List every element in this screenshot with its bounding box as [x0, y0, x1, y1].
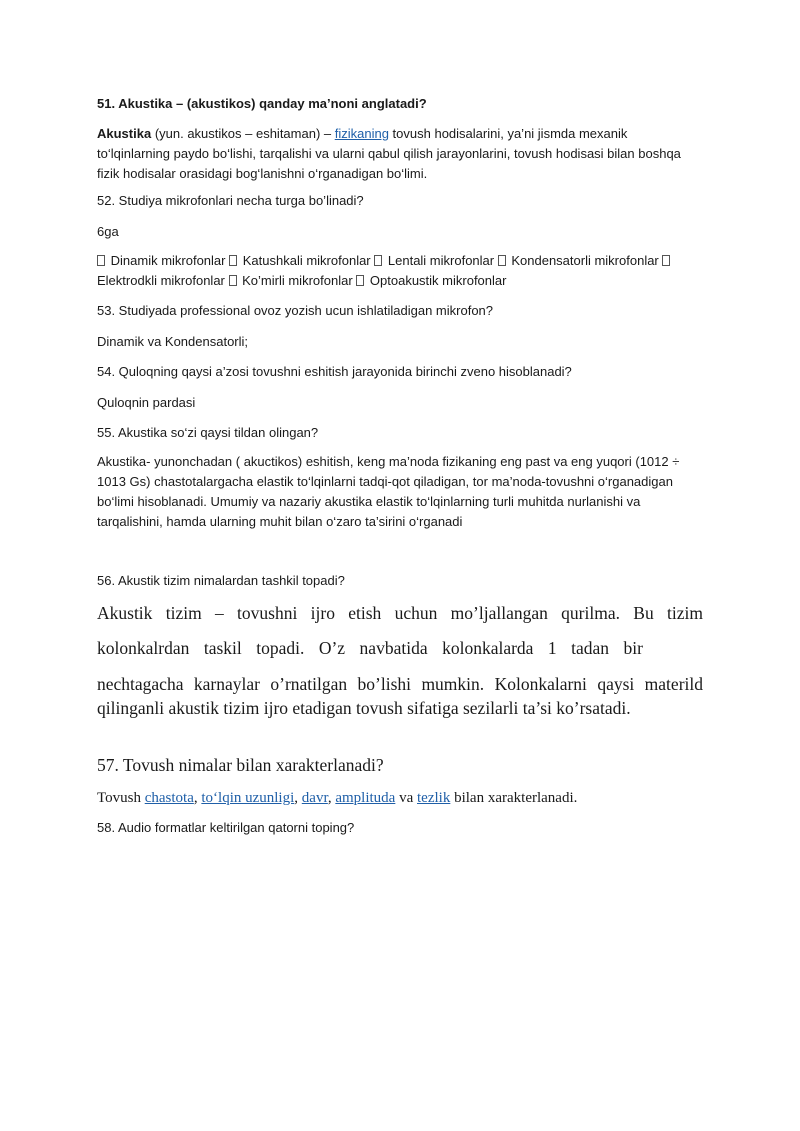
question-53: 53. Studiyada professional ovoz yozish ucun ishlatiladigan mikrofon? [97, 303, 494, 318]
bullet-icon [356, 275, 364, 286]
list-item: Elektrodkli mikrofonlar [97, 273, 225, 288]
bullet-icon [97, 255, 105, 266]
answer-56-line-1: Akustik tizim – tovushni ijro etish uchun mo’ljallangan qurilma. Bu tizim [97, 603, 703, 623]
answer-57-pre: Tovush [97, 790, 145, 806]
list-item: Ko’mirli mikrofonlar [242, 273, 353, 288]
question-51: 51. Akustika – (akustikos) qanday ma’noni anglatadi? [97, 96, 427, 111]
link-tezlik[interactable]: tezlik [417, 790, 451, 806]
answer-53: Dinamik va Kondensatorli; [97, 334, 249, 349]
separator: va [395, 790, 418, 806]
separator: , [294, 790, 302, 806]
question-58: 58. Audio formatlar keltirilgan qatorni toping? [97, 820, 355, 835]
term-akustika: Akustika [97, 126, 152, 141]
bullet-icon [498, 255, 506, 266]
question-57: 57. Tovush nimalar bilan xarakterlanadi? [97, 755, 384, 775]
bullet-icon [229, 275, 237, 286]
answer-54: Quloqnin pardasi [97, 395, 196, 410]
bullet-icon [229, 255, 237, 266]
separator: , [327, 790, 336, 806]
answer-55: Akustika- yunonchadan ( akuctikos) eshitish, keng ma’noda fizikaning eng past va eng yuqori (1012 ÷ 1013 Gs) chastotalargacha elastik to‘lqinlarni tadqi-qot qiladigan, tor ma’noda-tovushni o‘rganadigan bo‘limi hisoblanadi. Umumiy va nazariy akustika elastik to‘lqinlarning turli muhitda nurlanishi va tarqalishini, hamda ularning muhit bilan o‘zaro ta’sirini o‘rganadi [97, 454, 680, 529]
list-item: Katushkali mikrofonlar [242, 253, 371, 268]
link-tolqin-uzunligi[interactable]: to‘lqin uzunligi [201, 790, 295, 806]
list-item: Lentali mikrofonlar [387, 253, 495, 268]
answer-51-post: tovush hodisalarini, ya’ni jismda mexanik to‘lqinlarning paydo bo‘lishi, tarqalishi va ularni qabul qilish jarayonlarini, tovush hodisasi bilan boshqa fizik hodisalar orasidagi bog‘lanishni o‘rganadigan bo‘limi. [97, 126, 681, 181]
answer-57 [97, 788, 577, 808]
link-davr[interactable]: davr [301, 790, 328, 806]
list-item: Kondensatorli mikrofonlar [511, 253, 659, 268]
answer-51 [97, 124, 703, 184]
microphone-list [97, 251, 703, 291]
link-amplituda[interactable]: amplituda [335, 790, 396, 806]
question-54: 54. Quloqning qaysi a’zosi tovushni eshitish jarayonida birinchi zveno hisoblanadi? [97, 364, 572, 379]
separator: , [193, 790, 202, 806]
list-item: Dinamik mikrofonlar [110, 253, 226, 268]
answer-56-line-3: nechtagacha karnaylar o’rnatilgan bo’lishi mumkin. Kolonkalarni qaysi materild qilinganli akustik tizim ijro etadigan tovush sifatiga sezilarli ta’si ko’rsatadi. [97, 674, 703, 718]
answer-51-pre: (yun. akustikos – eshitaman) – [151, 126, 335, 141]
answer-56-line-2: kolonkalrdan taskil topadi. O’z navbatida kolonkalarda 1 tadan bir [97, 638, 643, 658]
bullet-icon [374, 255, 382, 266]
answer-52: 6ga [97, 224, 119, 239]
answer-57-post: bilan xarakterlanadi. [450, 790, 578, 806]
question-52: 52. Studiya mikrofonlari necha turga bo’linadi? [97, 193, 364, 208]
link-chastota[interactable]: chastota [144, 790, 194, 806]
question-56: 56. Akustik tizim nimalardan tashkil topadi? [97, 573, 345, 588]
bullet-icon [662, 255, 670, 266]
list-item: Optoakustik mikrofonlar [369, 273, 507, 288]
link-fizikaning[interactable]: fizikaning [334, 126, 389, 141]
question-55: 55. Akustika so‘zi qaysi tildan olingan? [97, 425, 319, 440]
